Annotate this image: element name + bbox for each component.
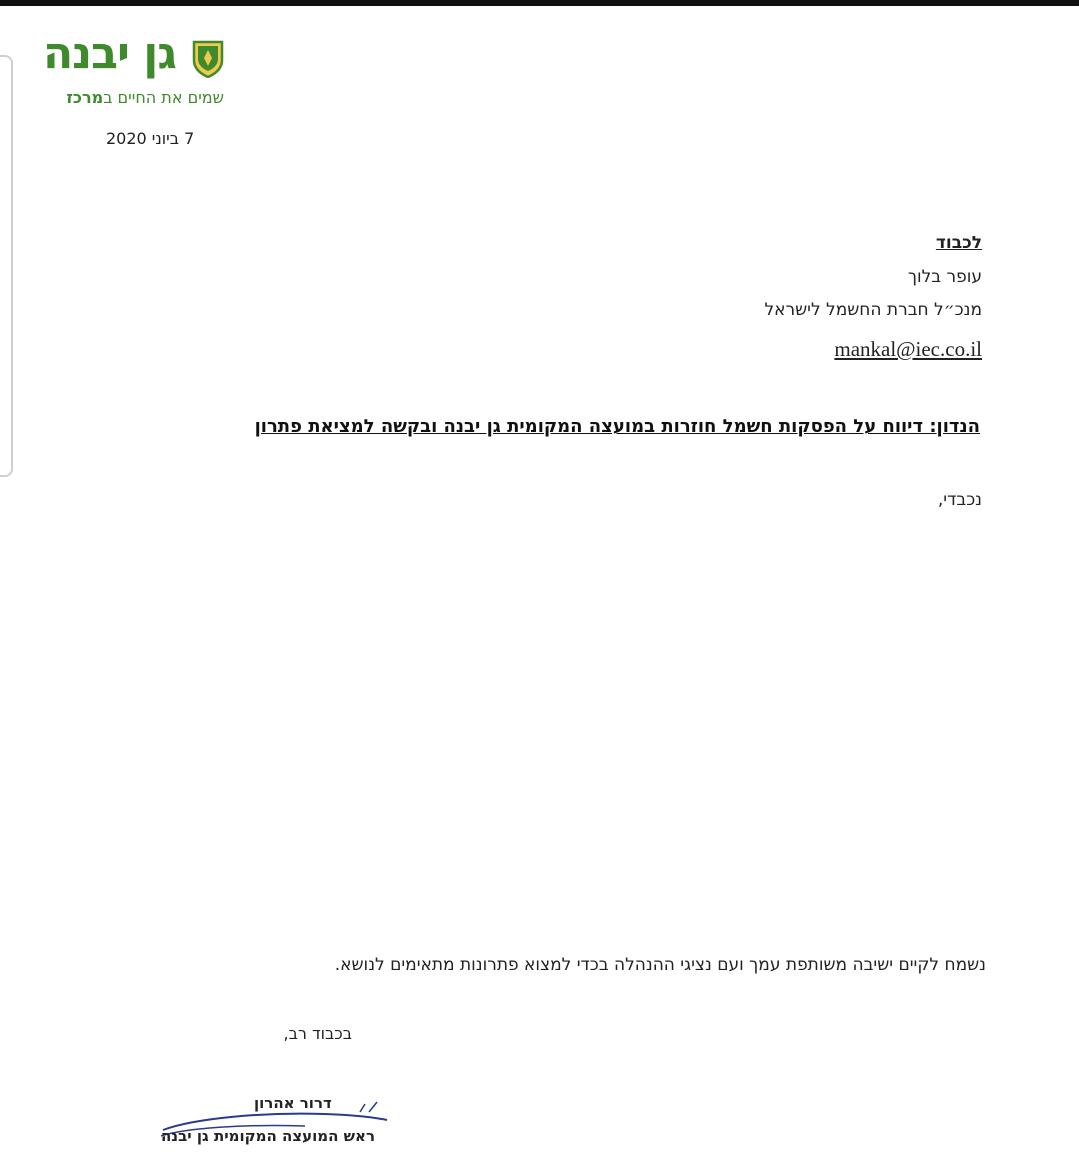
council-shield-icon [192, 40, 224, 78]
recipient-email-link[interactable]: mankal@iec.co.il [834, 337, 982, 361]
recipient-role: מנכ״ל חברת החשמל לישראל [764, 300, 982, 320]
recipient-name: עופר בלוך [907, 267, 982, 287]
logo-tagline-prefix: שמים את החיים ב [103, 88, 224, 107]
top-border [0, 0, 1079, 6]
logo-tagline [67, 88, 224, 107]
logo-title: גן יבנה [42, 28, 176, 79]
letter-subject: הנדון: דיווח על הפסקות חשמל חוזרות במועצה המקומית גן יבנה ובקשה למציאת פתרון [254, 416, 980, 437]
logo-tagline-bold: מרכז [66, 88, 104, 107]
regards: בכבוד רב, [283, 1024, 352, 1043]
signatory-name: דרור אהרון [254, 1094, 332, 1112]
closing-paragraph: נשמח לקיים ישיבה משותפת עמך ועם נציגי ההנהלה בכדי למצוא פתרונות מתאימים לנושא. [334, 955, 986, 975]
greeting: נכבדי, [937, 490, 982, 510]
council-logo [14, 28, 224, 114]
side-bracket [0, 55, 13, 477]
signatory-role: ראש המועצה המקומית גן יבנה [161, 1127, 375, 1145]
letter-date: 7 ביוני 2020 [106, 129, 195, 148]
recipient-honor: לכבוד [935, 233, 982, 253]
